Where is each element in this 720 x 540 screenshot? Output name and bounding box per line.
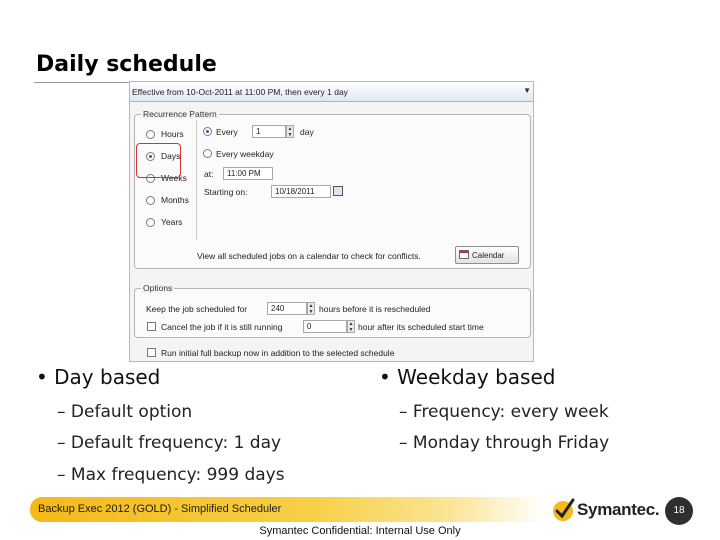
calendar-icon — [459, 250, 469, 259]
every-value-input[interactable]: 1 — [252, 125, 286, 138]
options-group-label: Options — [143, 283, 173, 293]
keep-job-hours-input[interactable]: 240 — [267, 302, 307, 315]
schedule-screenshot — [129, 81, 534, 362]
footer-title: Backup Exec 2012 (GOLD) - Simplified Scheduler — [38, 503, 282, 515]
cancel-job-stepper[interactable]: ▲ ▼ — [348, 321, 354, 333]
calendar-button-label: Calendar — [472, 251, 505, 260]
cancel-job-suffix: hour after its scheduled start time — [358, 322, 484, 332]
symantec-logo — [550, 497, 660, 523]
confidentiality-notice: Symantec Confidential: Internal Use Only — [259, 525, 461, 537]
schedule-summary-text: Effective from 10-Oct-2011 at 11:00 PM, then every 1 day — [132, 87, 348, 97]
radio-years[interactable] — [146, 218, 155, 227]
at-time-input[interactable]: 11:00 PM — [223, 167, 273, 180]
calendar-hint-text: View all scheduled jobs on a calendar to check for conflicts. — [197, 251, 421, 261]
radio-months[interactable] — [146, 196, 155, 205]
radio-days-label: Days — [161, 151, 181, 161]
subbullet-default-frequency: – Default frequency: 1 day — [57, 433, 282, 453]
keep-job-suffix: hours before it is rescheduled — [319, 304, 431, 314]
subbullet-monday-through-friday: – Monday through Friday — [399, 433, 610, 453]
radio-hours-label: Hours — [161, 129, 184, 139]
page-number: 18 — [665, 497, 693, 525]
slide-title: Daily schedule — [36, 52, 217, 77]
days-highlight-box — [136, 143, 181, 178]
recurrence-group-label: Recurrence Pattern — [143, 109, 217, 119]
run-initial-backup-checkbox[interactable] — [147, 348, 156, 357]
cancel-job-checkbox[interactable] — [147, 322, 156, 331]
cancel-job-label: Cancel the job if it is still running — [161, 322, 283, 332]
radio-years-label: Years — [161, 217, 183, 227]
subbullet-frequency-every-week: – Frequency: every week — [399, 402, 609, 422]
checkmark-logo-icon — [550, 497, 576, 523]
radio-months-label: Months — [161, 195, 189, 205]
cancel-job-hours-input[interactable]: 0 — [303, 320, 347, 333]
subbullet-max-frequency: – Max frequency: 999 days — [57, 465, 285, 485]
keep-job-label: Keep the job scheduled for — [146, 304, 248, 314]
bullet-weekday-based: • Weekday based — [379, 365, 556, 389]
every-value-stepper[interactable]: ▲ ▼ — [287, 126, 293, 138]
every-weekday-label: Every weekday — [216, 149, 274, 159]
radio-hours[interactable] — [146, 130, 155, 139]
date-picker-icon[interactable] — [333, 186, 343, 196]
radio-every[interactable] — [203, 127, 212, 136]
brand-name: Symantec. — [577, 500, 660, 519]
schedule-summary-dropdown[interactable] — [130, 82, 534, 102]
every-unit-label: day — [300, 127, 314, 137]
radio-every-weekday[interactable] — [203, 149, 212, 158]
chevron-down-icon[interactable]: ▼ — [523, 86, 531, 95]
calendar-button[interactable] — [455, 246, 519, 264]
radio-weeks-label: Weeks — [161, 173, 187, 183]
at-label: at: — [204, 169, 214, 179]
starting-on-input[interactable]: 10/18/2011 — [271, 185, 331, 198]
run-initial-backup-label: Run initial full backup now in addition to the selected schedule — [161, 348, 395, 358]
every-label: Every — [216, 127, 238, 137]
subbullet-default-option: – Default option — [57, 402, 193, 422]
bullet-day-based: • Day based — [36, 365, 161, 389]
starting-on-label: Starting on: — [204, 187, 248, 197]
recurrence-divider — [196, 120, 197, 240]
keep-job-stepper[interactable]: ▲ ▼ — [308, 303, 314, 315]
